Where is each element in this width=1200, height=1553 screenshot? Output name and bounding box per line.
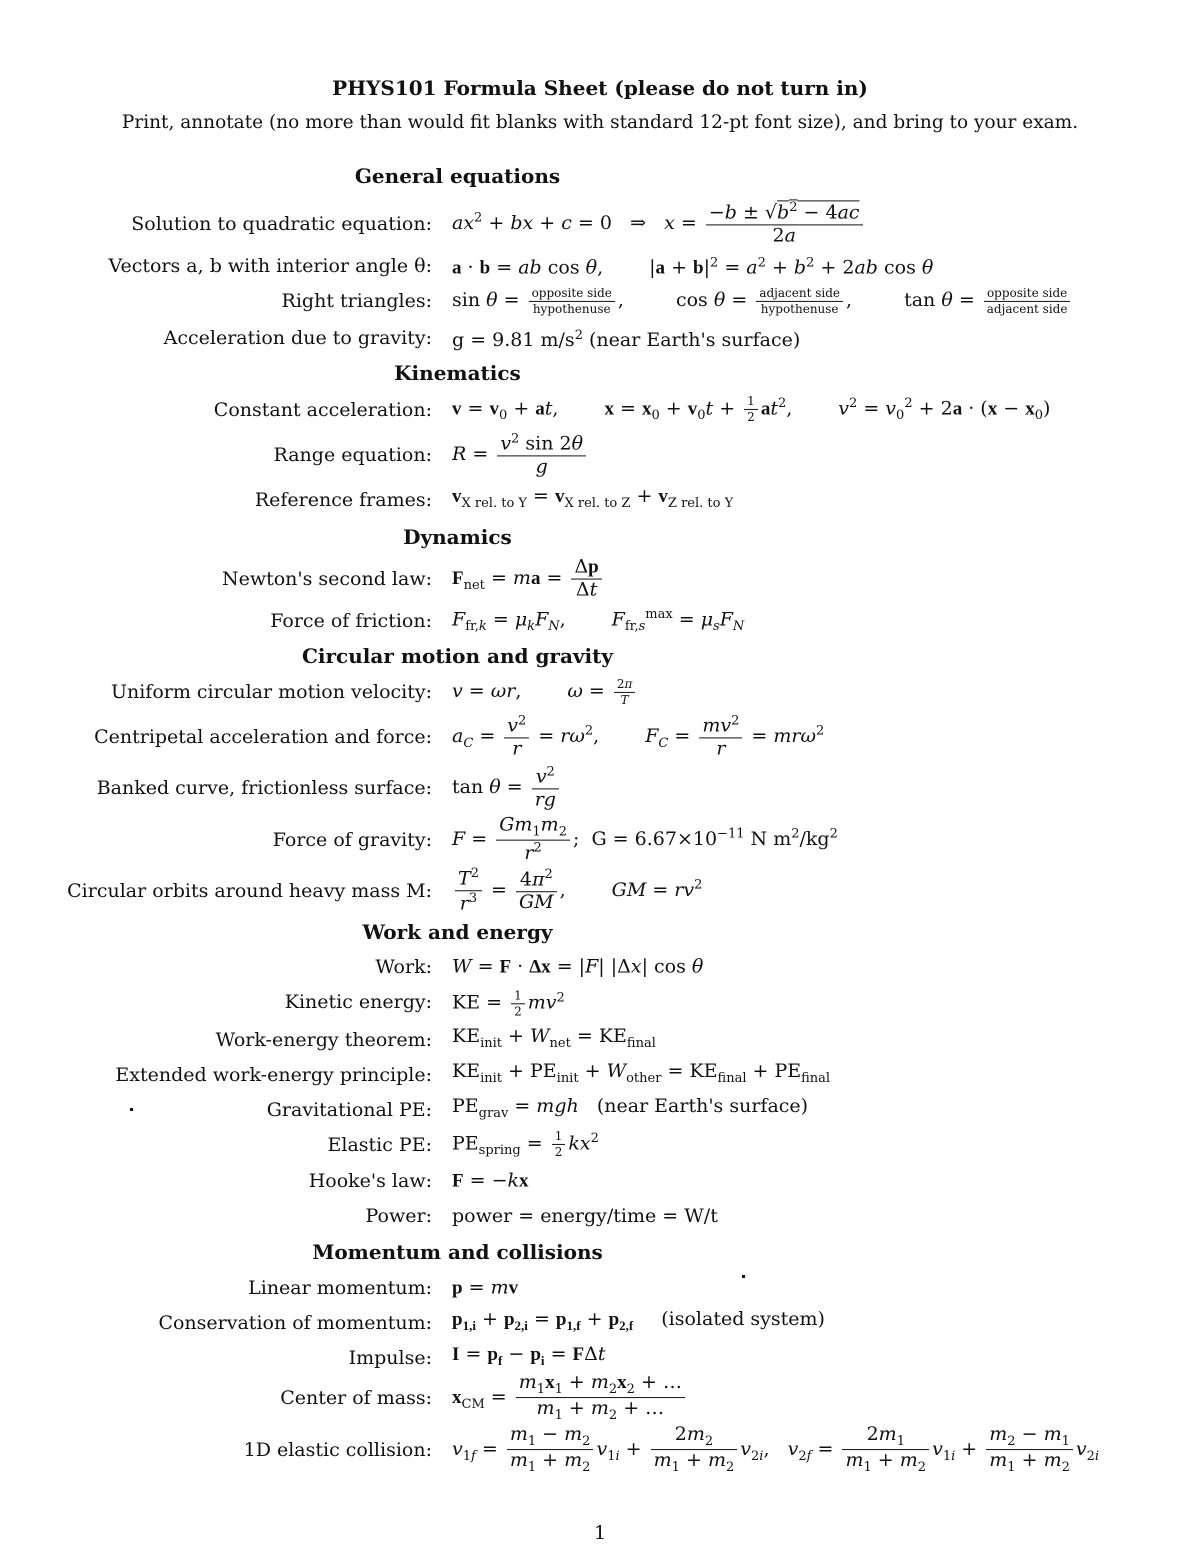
- eq-elastic-pe: $PE_{spring}$ = $\frac{1}{2}$ $kx^2$: [452, 1129, 599, 1159]
- label-ref-frames: Reference frames:: [254, 489, 432, 511]
- eq-work: W = F · Δx = |F| |Δx| cos θ: [452, 955, 704, 978]
- label-work: Work:: [375, 956, 432, 978]
- eq-orbits: $\frac{T^2}{r^3}$ = $\frac{4\pi^2}{GM}$ , GM = $rv^2$: [452, 867, 702, 915]
- eq-extended: $KE_{init} + PE_{init} + W_{other} = KE_{final} + PE_{final}$: [452, 1060, 831, 1086]
- eq-center-mass: $x_{CM}$ = $\frac{m_1x_1 + m_2x_2 + \dots}{m_1 + m_2 + \dots}$: [452, 1373, 688, 1423]
- label-elastic-collision: 1D elastic collision:: [243, 1439, 432, 1461]
- eq-elastic-collision: $v_{1f}$ = $\frac{m_1 - m_2}{m_1 + m_2}$ $v_{1i}$ + $\frac{2m_2}{m_1 + m_2}$ $v_{2i}$, $v_{2f}$ = $\frac{2m_1}{m_1 + m_2}$ $v_{1i}$ + $\frac{m_2 - m_1}{m_1 + m_2}$ $v_{2i}$: [452, 1423, 1100, 1476]
- eq-ucm-velocity: v = ωr, ω = $\frac{2\pi}{T}$: [452, 678, 638, 706]
- stray-dot-2: [742, 1275, 745, 1278]
- section-heading-dynamics: Dynamics: [403, 525, 512, 549]
- trig-hypotenuse-2: hypothenuse: [760, 301, 839, 316]
- label-impulse: Impulse:: [348, 1347, 432, 1369]
- label-grav-pe: Gravitational PE:: [266, 1099, 432, 1121]
- section-heading-kinematics: Kinematics: [394, 361, 521, 385]
- eq-hooke: F = −kx: [452, 1169, 529, 1192]
- label-centripetal: Centripetal acceleration and force:: [94, 726, 432, 748]
- near-surface-note-2: (near Earth's surface): [596, 1095, 809, 1118]
- trig-opposite: opposite side: [529, 287, 615, 302]
- eq-banked: tan θ = $\frac{v^2}{rg}$: [452, 765, 562, 810]
- eq-power: power = energy/time = W/t: [452, 1205, 718, 1227]
- eq-kinetic: KE = $\frac{1}{2}$ $mv^2$: [452, 988, 565, 1019]
- eq-conservation: $p_{1,i} + p_{2,i} = p_{1,f} + p_{2,f}$ (isolated system): [452, 1308, 825, 1333]
- eq-linear-momentum: p = mv: [452, 1276, 519, 1299]
- label-vectors: Vectors a, b with interior angle θ:: [108, 255, 432, 277]
- label-ucm-velocity: Uniform circular motion velocity:: [110, 681, 432, 703]
- label-quadratic: Solution to quadratic equation:: [131, 213, 432, 235]
- eq-gravity-acc: g = 9.81 $m/s^2$ (near Earth's surface): [452, 327, 801, 352]
- label-power: Power:: [365, 1205, 432, 1227]
- G-constant: G = 6.67×10: [591, 828, 718, 851]
- label-gravity-acc: Acceleration due to gravity:: [163, 327, 432, 349]
- label-right-triangles: Right triangles:: [281, 290, 432, 312]
- eq-impulse: $I = p_f - p_i = F\Delta t$: [452, 1343, 606, 1368]
- label-linear-momentum: Linear momentum:: [248, 1277, 432, 1299]
- trig-opposite-2: opposite side: [984, 287, 1071, 302]
- label-conservation: Conservation of momentum:: [158, 1312, 432, 1334]
- eq-ref-frames: $v_{X rel. to Y} = v_{X rel. to Z} + v_{Z rel. to Y}$: [452, 485, 734, 511]
- eq-centripetal: $a_C$ = $\frac{v^2}{r}$ = $r\omega^2$, $F_C$ = $\frac{mv^2}{r}$ = mrω$^2$: [452, 713, 825, 760]
- eq-work-energy: $KE_{init} + W_{net} = KE_{final}$: [452, 1025, 656, 1051]
- eq-range: R = $\frac{v^2 \sin 2\theta}{g}$: [452, 432, 589, 477]
- label-friction: Force of friction:: [270, 610, 432, 632]
- eq-grav-pe: $PE_{grav}$ = mgh (near Earth's surface): [452, 1095, 809, 1121]
- label-extended: Extended work-energy principle:: [115, 1064, 432, 1086]
- trig-adjacent: adjacent side: [756, 287, 843, 302]
- page-subtitle: Print, annotate (no more than would fit blanks with standard 12-pt font size), and bring to your exam.: [121, 112, 1079, 133]
- label-work-energy: Work-energy theorem:: [215, 1029, 432, 1051]
- label-newton2: Newton's second law:: [221, 568, 432, 590]
- eq-right-triangles: sin θ = $\frac{\text{opposite side}}{\text{hypothenuse}}$ , cos θ = $\frac{\text{adjacent side}}{\text{hypothenuse}}$ , tan θ = $\frac{\text{opposite side}}{\text{adjacent side}}$: [452, 287, 1073, 315]
- label-kinetic: Kinetic energy:: [284, 991, 432, 1013]
- label-hooke: Hooke's law:: [308, 1170, 432, 1192]
- isolated-note: (isolated system): [661, 1308, 825, 1331]
- label-constant-acc: Constant acceleration:: [213, 399, 432, 421]
- label-elastic-pe: Elastic PE:: [327, 1134, 432, 1156]
- eq-quadratic: $ax^2$ + bx + c = 0 ⇒ x = $\frac{-b \pm √b^2 - 4ac}{2a}$: [452, 201, 866, 246]
- g-value: g = 9.81 m/s: [452, 329, 575, 352]
- eq-newton2: $F_{net}$ = ma = $\frac{\Delta p}{\Delta t}$: [452, 558, 605, 601]
- label-range: Range equation:: [273, 444, 432, 466]
- label-force-gravity: Force of gravity:: [272, 829, 432, 851]
- trig-hypotenuse: hypothenuse: [532, 301, 611, 316]
- eq-friction: $F_{fr,k} = \mu_kF_N$, $F_{fr,s}^{max} = \mu_sF_N$: [452, 606, 745, 635]
- label-orbits: Circular orbits around heavy mass M:: [67, 880, 432, 902]
- section-heading-circular: Circular motion and gravity: [301, 644, 613, 668]
- page-title: PHYS101 Formula Sheet (please do not turn in): [332, 76, 868, 100]
- section-heading-general: General equations: [354, 164, 561, 188]
- eq-force-gravity: F = $\frac{Gm_1m_2}{r^2}$ ; $G = 6.67\times 10^{-11}$ N $m^2/kg^2$: [452, 813, 838, 865]
- label-center-mass: Center of mass:: [280, 1387, 432, 1409]
- section-heading-work: Work and energy: [362, 920, 553, 944]
- eq-vectors: a · b = ab cos θ, $|a + b|^2 = a^2 + b^2 + 2ab$ cos θ: [452, 255, 934, 279]
- section-heading-momentum: Momentum and collisions: [312, 1240, 603, 1264]
- page-number: 1: [593, 1522, 607, 1544]
- label-banked: Banked curve, frictionless surface:: [96, 777, 432, 799]
- eq-constant-acc: $v = v_0$ + at, $x = x_0 + v_0t$ + $\frac{1}{2}$ $at^2$, $v^2 = v_0^2 + 2a \cdot (x - x_0)$: [452, 394, 1051, 424]
- near-surface-note: (near Earth's surface): [589, 329, 801, 352]
- trig-adjacent-2: adjacent side: [986, 301, 1068, 316]
